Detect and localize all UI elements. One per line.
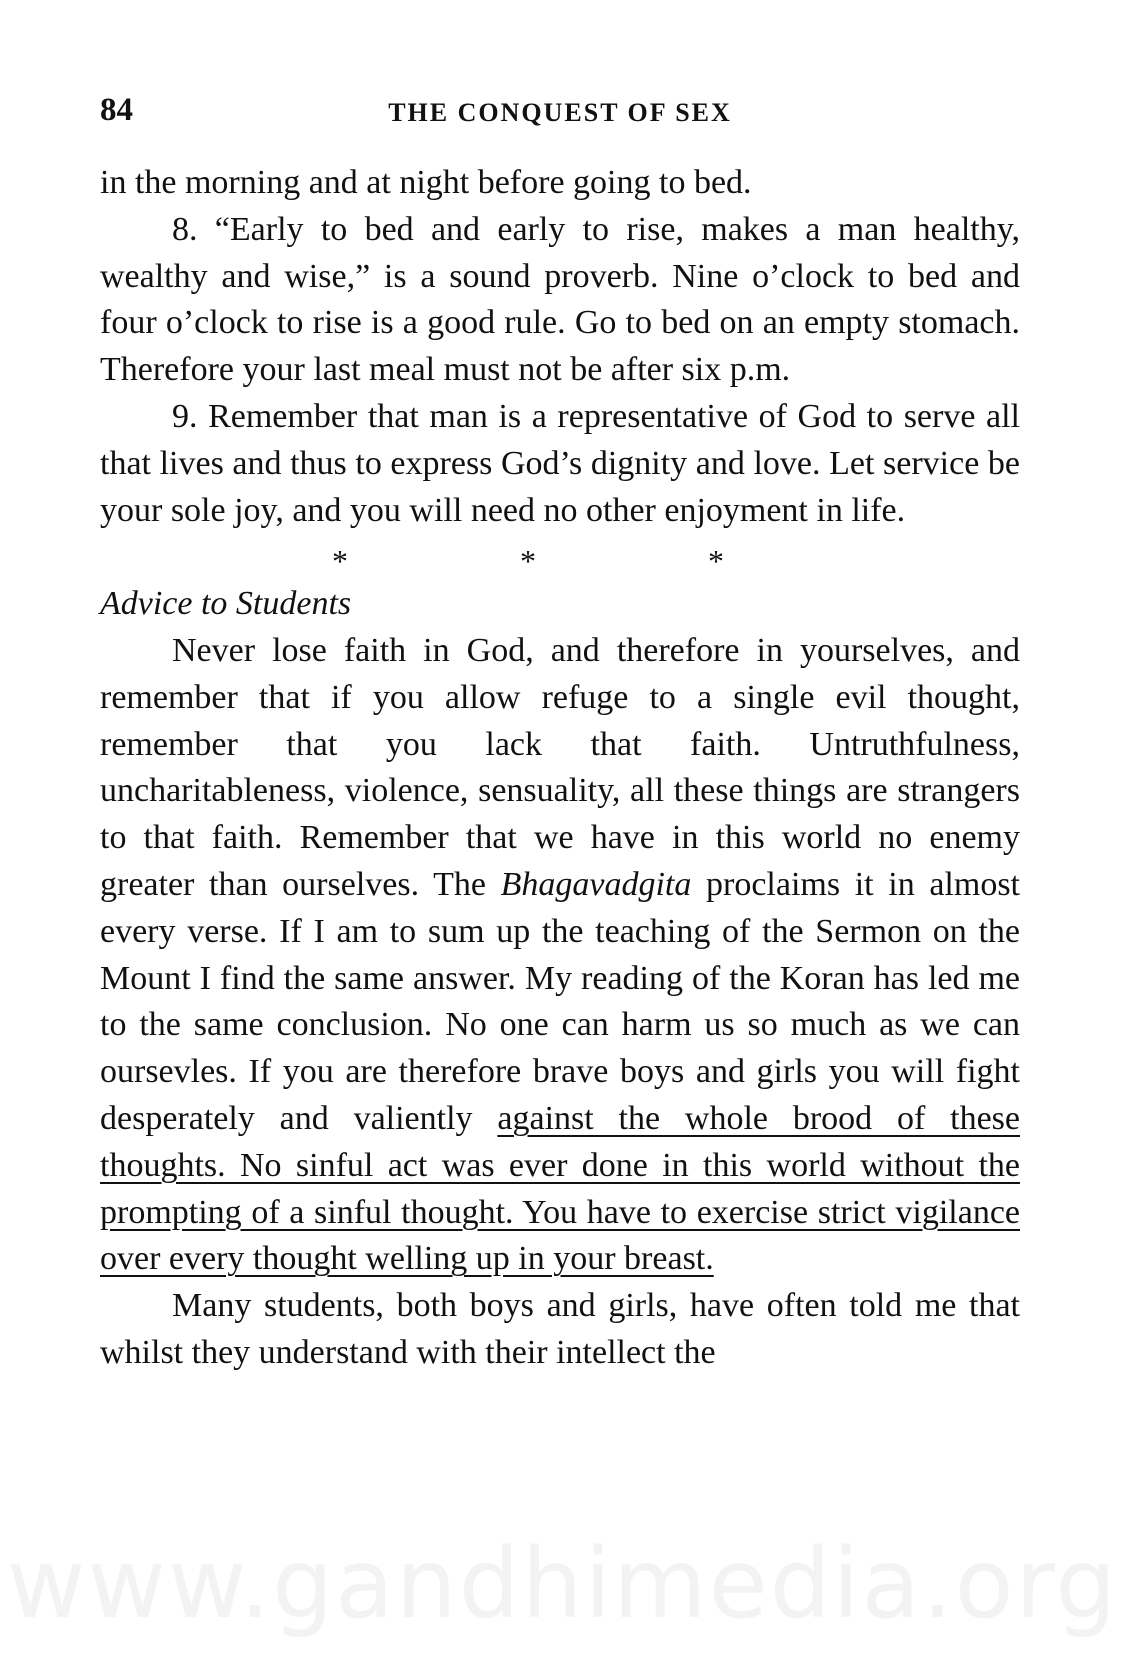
section-heading: Advice to Students [100,585,352,623]
page-number: 84 [100,92,133,128]
watermark: www.gandhimedia.org [6,1528,1119,1640]
section-separator [100,534,1020,581]
underlined-passage: against the whole brood of these thoughts. No sinful act was ever done in this world without the prompting of a sinful thought. You have to exercise strict vigilance over every thought welling up in your breast. [100,1099,1021,1278]
paragraph-students: Many students, both boys and girls, have often told me that whilst they understand with their intellect the [100,1287,1020,1371]
running-title: THE CONQUEST OF SEX [388,98,732,127]
page-body [100,160,1020,1377]
italic-book-title: Bhagavadgita [500,865,692,903]
paragraph-text: Never lose faith in God, and therefore in yourselves, and remember that if you allow refuge to a single evil thought, remember that you lack that faith. Untruthfulness, uncharitableness, violence, sensuality, all these things are strangers to that faith. Remember that we have in this world no enemy greater than ourselves. The [100,631,1020,903]
paragraph-item-9: 9. Remember that man is a representative of God to serve all that lives and thus to express God’s dignity and love. Let service be your sole joy, and you will need no other enjoyment in life. [100,397,1020,529]
separator-star: * [520,543,536,580]
paragraph-continuation: in the morning and at night before going to bed. [100,164,752,201]
paragraph-item-8: 8. “Early to bed and early to rise, makes a man healthy, wealthy and wise,” is a sound proverb. Nine o’clock to bed and four o’clock to rise is a good rule. Go to bed on an empty stomach. Therefore your last meal must not be after six p.m. [100,210,1020,389]
paragraph-text: proclaims it in almost every verse. If I am to sum up the teaching of the Sermon on the Mount I find the same answer. My reading of the Koran has led me to the same conclusion. No one can harm us so much as we can oursevles. If you are therefore brave boys and girls you will fight desperately and valiently [100,865,1020,1137]
separator-star: * [708,543,724,580]
page-header [100,92,1020,142]
separator-star: * [332,543,348,580]
paragraph-advice [100,628,1020,1283]
